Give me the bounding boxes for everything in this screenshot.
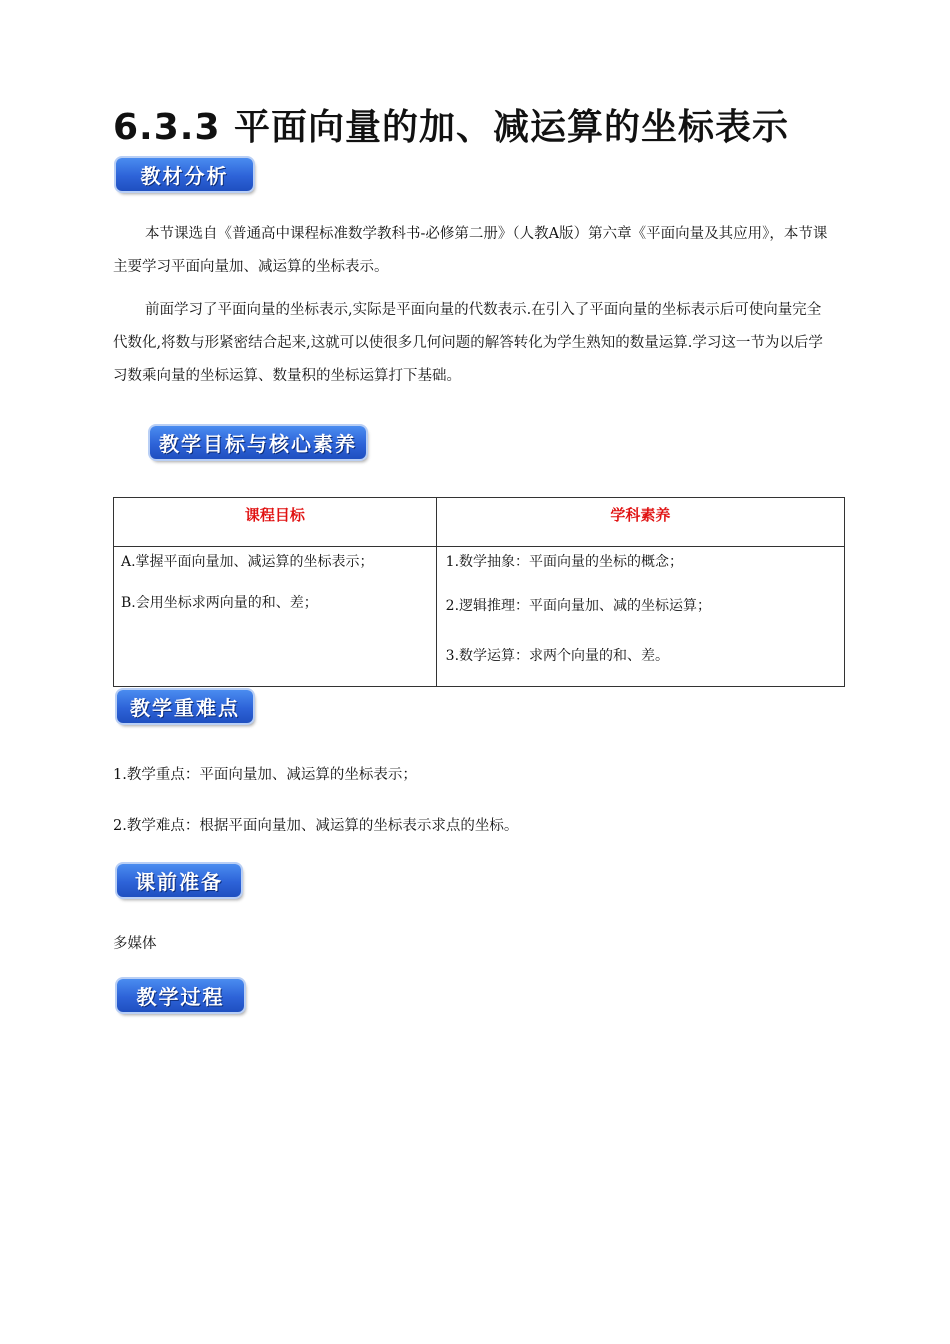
literacy-item: 1.数学抽象：平面向量的坐标的概念；	[445, 554, 684, 570]
literacy-item: 3.数学运算：求两个向量的和、差。	[445, 648, 670, 664]
key-point-item: 1.教学重点：平面向量加、减运算的坐标表示；	[113, 767, 417, 783]
header-course-goals: 课程目标	[114, 498, 437, 547]
section-badge-analysis: 教材分析	[116, 158, 253, 191]
objectives-header-row	[114, 498, 845, 547]
page-title: 6.3.3 平面向量的加、减运算的坐标表示	[113, 107, 790, 148]
section-badge-key-points: 教学重难点	[117, 690, 253, 723]
literacy-cell	[436, 547, 844, 687]
preparation-text: 多媒体	[113, 936, 157, 952]
analysis-paragraph-2: 前面学习了平面向量的坐标表示,实际是平面向量的代数表示.在引入了平面向量的坐标表示后可使向量完全代数化,将数与形紧密结合起来,这就可以使很多几何问题的解答转化为学生熟知的数量运算.学习这一节为以后学习数乘向量的坐标运算、数量积的坐标运算打下基础。	[113, 302, 823, 384]
section-badge-objectives: 教学目标与核心素养	[150, 426, 366, 459]
header-subject-literacy: 学科素养	[436, 498, 844, 547]
objectives-table	[113, 497, 845, 687]
course-goals-cell	[114, 547, 437, 687]
course-goal-item: B.会用坐标求两向量的和、差；	[121, 595, 318, 611]
objectives-body-row	[114, 547, 845, 687]
analysis-paragraph-1: 本节课选自《普通高中课程标准数学教科书-必修第二册》（人教A版）第六章《平面向量及其应用》，本节课主要学习平面向量加、减运算的坐标表示。	[113, 226, 828, 275]
section-badge-process: 教学过程	[117, 979, 244, 1012]
key-point-item: 2.教学难点：根据平面向量加、减运算的坐标表示求点的坐标。	[113, 818, 519, 834]
section-badge-preparation: 课前准备	[117, 864, 241, 897]
literacy-item: 2.逻辑推理：平面向量加、减的坐标运算；	[445, 598, 712, 614]
course-goal-item: A.掌握平面向量加、减运算的坐标表示；	[121, 554, 374, 570]
